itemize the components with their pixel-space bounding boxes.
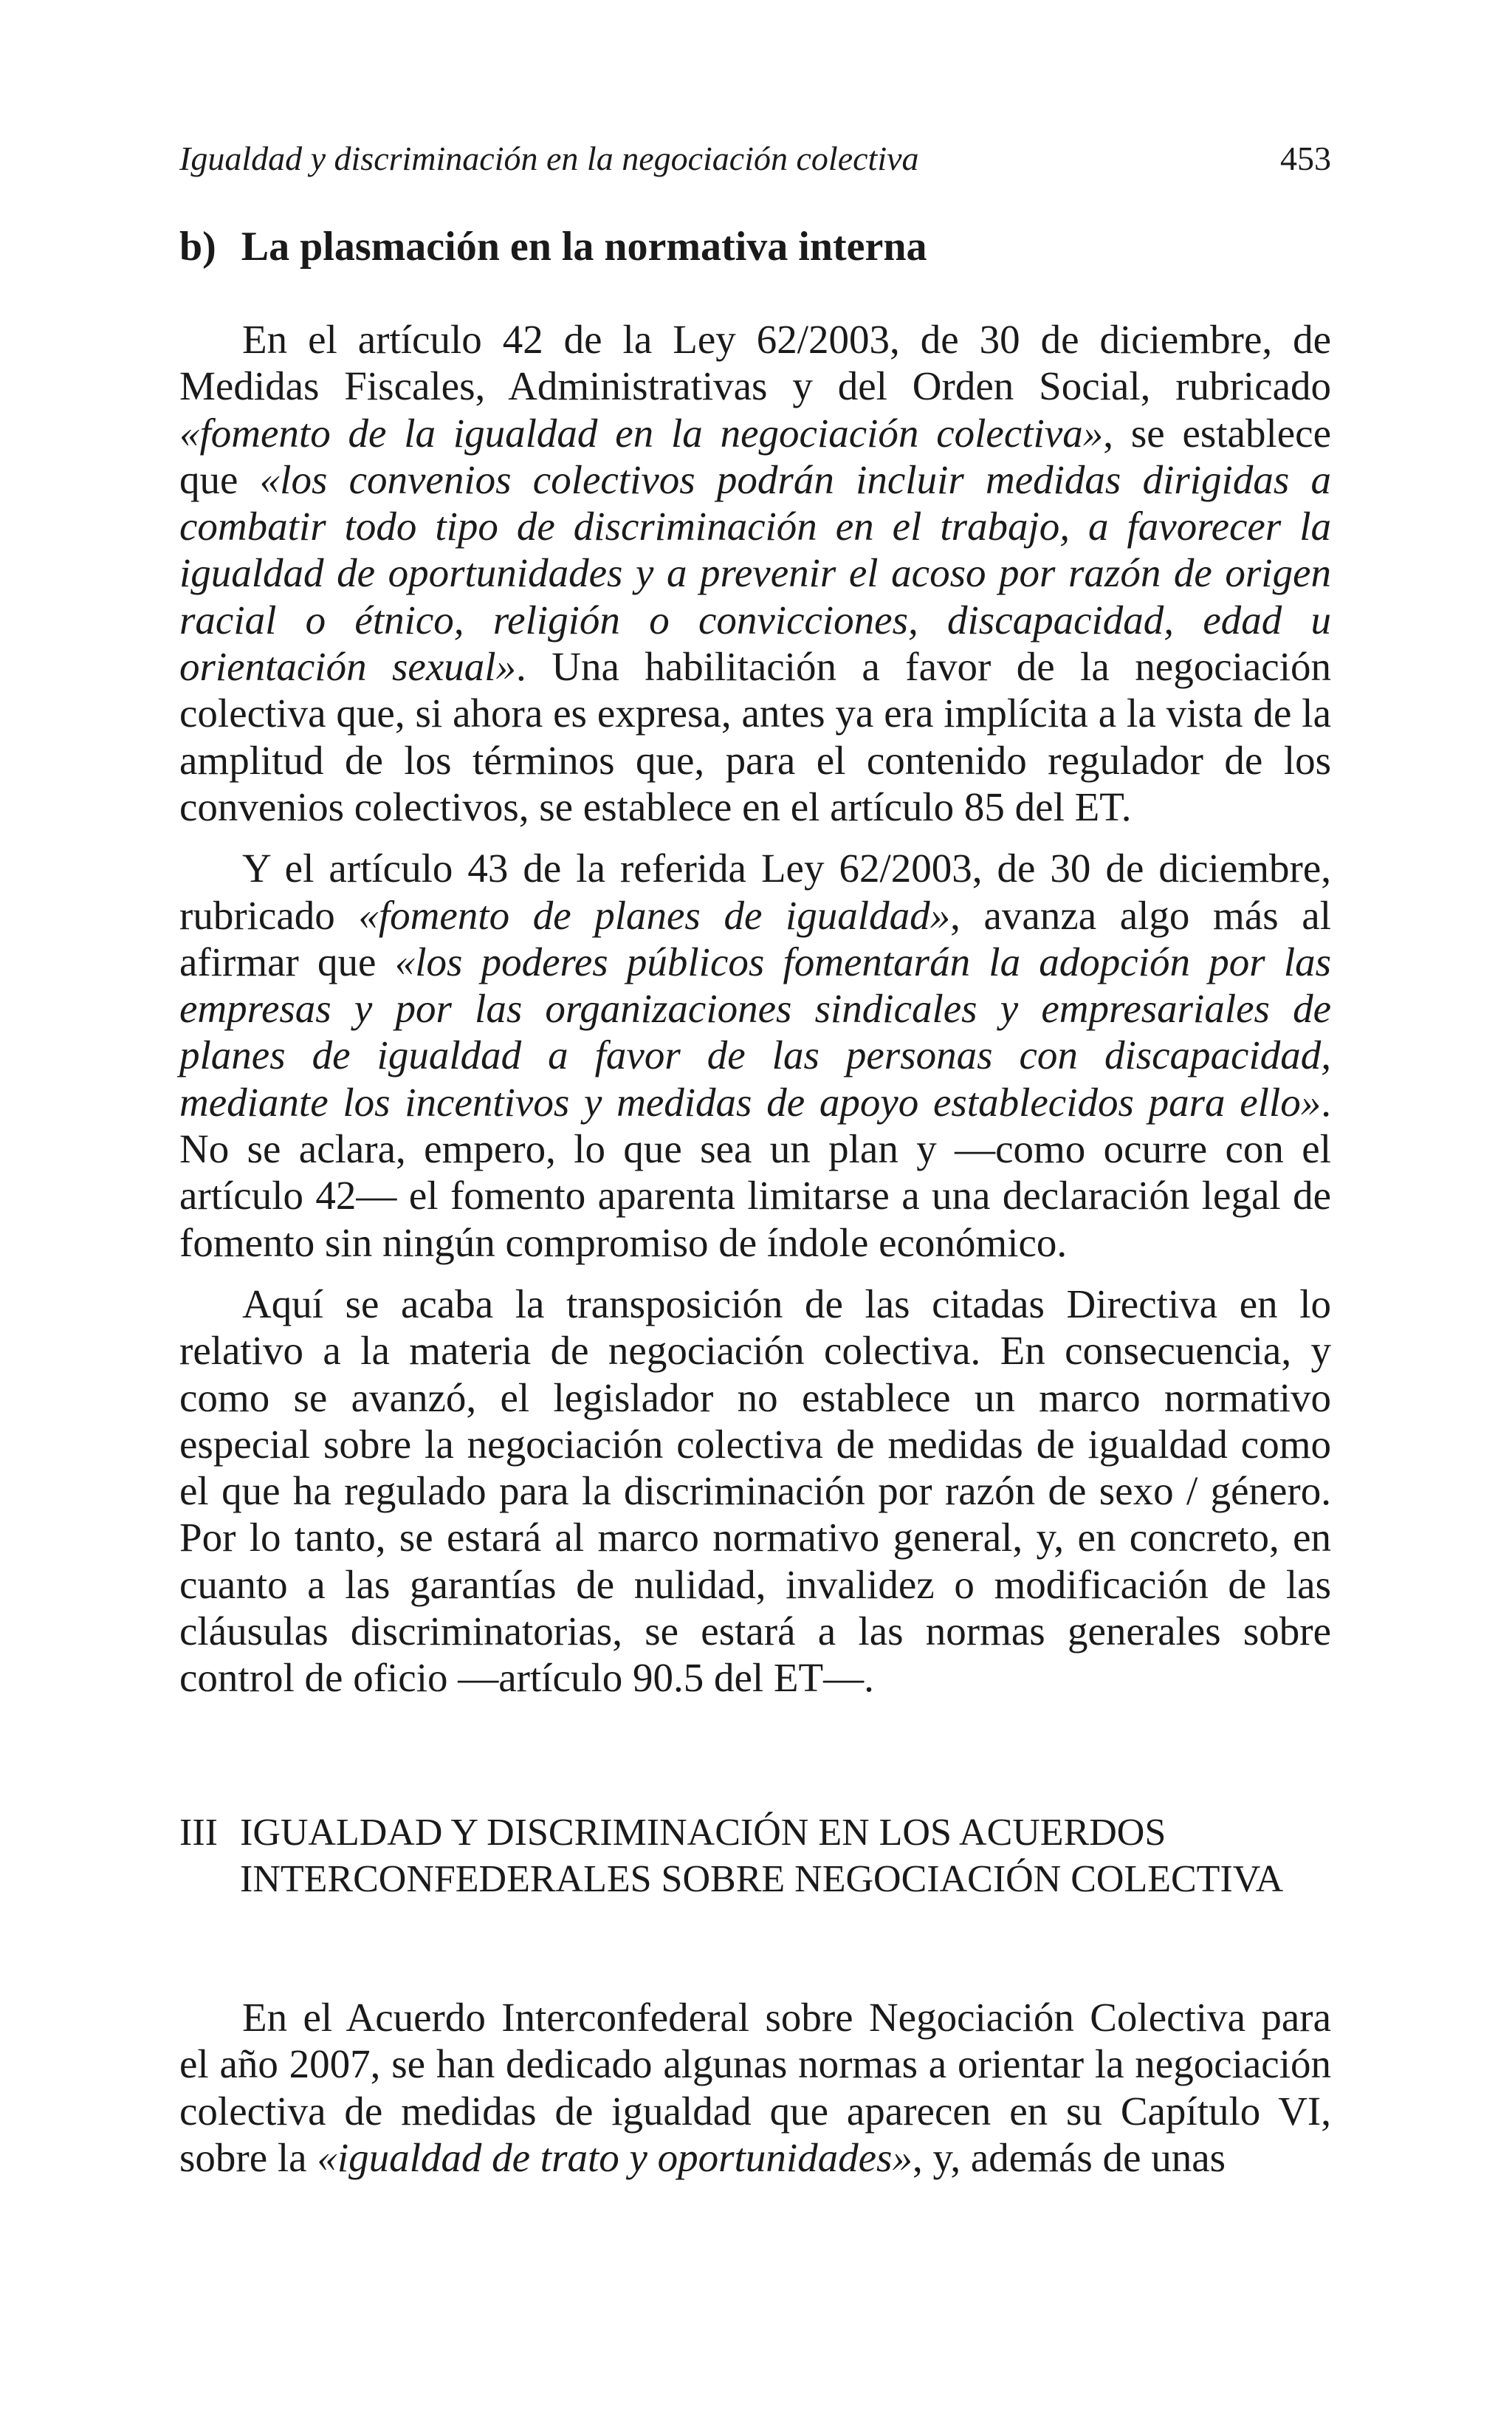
section-heading-b bbox=[179, 223, 927, 270]
section-label: b) bbox=[179, 224, 216, 270]
paragraph-1-quote-b: «los convenios colectivos podrán incluir medidas dirigidas a combatir todo tipo de discriminación en el trabajo, a favorecer la igualdad de oportunidades y a prevenir el acoso por razón de origen racial o étnico, religión o convicciones, discapacidad, edad u orientación sexual» bbox=[179, 456, 1331, 690]
paragraph-3 bbox=[179, 1281, 1331, 1702]
paragraph-2-text-c: . No se aclara, empero, lo que sea un plan y —como ocurre con el artículo 42— el fomento aparenta limitarse a una declaración legal de fomento sin ningún compromiso de índole económico. bbox=[179, 1079, 1331, 1265]
paragraph-1 bbox=[179, 316, 1331, 830]
paragraph-1-text-b: , se establece que bbox=[179, 410, 1331, 502]
paragraph-1-text-c: . Una habilitación a favor de la negociación colectiva que, si ahora es expresa, antes ya era implícita a la vista de la amplitud de los términos que, para el contenido regulador de los convenios colectivos, se establece en el artículo 85 del ET. bbox=[179, 644, 1331, 829]
paragraph-3-text: Aquí se acaba la transposición de las citadas Directiva en lo relativo a la materia de negociación colectiva. En consecuencia, y como se avanzó, el legislador no establece un marco normativo especial sobre la negociación colectiva de medidas de igualdad como el que ha regulado para la discriminación por razón de sexo / género. Por lo tanto, se estará al marco normativo general, y, en concreto, en cuanto a las garantías de nulidad, invalidez o modificación de las cláusulas discriminatorias, se estará a las normas generales sobre control de oficio —artículo 90.5 del ET—. bbox=[179, 1281, 1331, 1701]
paragraph-1-quote-a: «fomento de la igualdad en la negociación colectiva» bbox=[179, 410, 1104, 456]
paragraph-4 bbox=[179, 1994, 1331, 2181]
running-head-title: Igualdad y discriminación en la negociación colectiva bbox=[179, 140, 919, 177]
paragraph-2-text-b: , avanza algo más al afirmar que bbox=[179, 892, 1331, 984]
section-title: La plasmación en la normativa interna bbox=[241, 224, 927, 270]
paragraph-2-text-a: Y el artículo 43 de la referida Ley 62/2003, de 30 de diciembre, rubricado bbox=[179, 846, 1331, 938]
part-number: III bbox=[179, 1812, 218, 1854]
paragraph-2 bbox=[179, 845, 1331, 1266]
paragraph-4-text-a: En el Acuerdo Interconfederal sobre Negociación Colectiva para el año 2007, se han dedicado algunas normas a orientar la negociación colectiva de medidas de igualdad que aparecen en su Capítulo VI, sobre la bbox=[179, 1995, 1331, 2180]
part-title: IGUALDAD Y DISCRIMINACIÓN EN LOS ACUERDOS INTERCONFEDERALES SOBRE NEGOCIACIÓN COLECTIVA bbox=[240, 1812, 1284, 1900]
paragraph-4-text-b: , y, además de unas bbox=[912, 2134, 1226, 2180]
body-text-upper bbox=[179, 316, 1331, 1702]
paragraph-2-quote-a: «fomento de planes de igualdad» bbox=[358, 892, 951, 938]
paragraph-2-quote-b: «los poderes públicos fomentarán la adopción por las empresas y por las organizaciones sindicales y empresariales de planes de igualdad a favor de las personas con discapacidad, mediante los incentivos y medidas de apoyo establecidos para ello» bbox=[179, 939, 1332, 1125]
body-text-lower bbox=[179, 1994, 1331, 2181]
running-head bbox=[179, 139, 1331, 183]
paragraph-4-quote-a: «igualdad de trato y oportunidades» bbox=[317, 2134, 913, 2180]
paragraph-1-text-a: En el artículo 42 de la Ley 62/2003, de 30 de diciembre, de Medidas Fiscales, Administrativas y del Orden Social, rubricado bbox=[179, 317, 1331, 409]
page-number: 453 bbox=[1280, 140, 1331, 177]
